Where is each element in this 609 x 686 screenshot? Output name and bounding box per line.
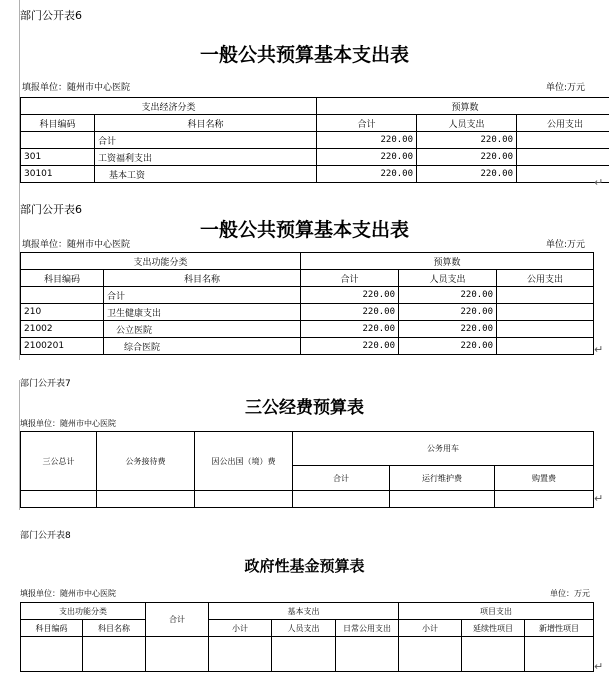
cell-empty bbox=[97, 491, 195, 508]
section2-unit-org: 填报单位：随州市中心医院 bbox=[22, 240, 131, 250]
cell-empty bbox=[146, 637, 209, 672]
section4-unit-money: 单位：万元 bbox=[550, 589, 590, 598]
row-total: 220.00 bbox=[317, 166, 417, 183]
table-row bbox=[21, 304, 594, 321]
row-personnel: 220.00 bbox=[417, 132, 517, 149]
header-car-group: 公务用车 bbox=[293, 432, 594, 466]
row-name: 综合医院 bbox=[104, 338, 301, 355]
header-project-group: 项目支出 bbox=[399, 603, 594, 620]
header-proj-cont: 延续性项目 bbox=[462, 620, 525, 637]
row-code: 21002 bbox=[21, 321, 104, 338]
table-row bbox=[21, 321, 594, 338]
cell-empty bbox=[21, 637, 83, 672]
row-name: 合计 bbox=[104, 287, 301, 304]
table-row bbox=[21, 166, 609, 183]
header-personnel: 人员支出 bbox=[417, 115, 517, 132]
table-row bbox=[21, 149, 609, 166]
header-code: 科目编码 bbox=[21, 620, 83, 637]
header-name: 科目名称 bbox=[104, 270, 301, 287]
cell-empty bbox=[390, 491, 495, 508]
cell-empty bbox=[195, 491, 293, 508]
header-group-right: 预算数 bbox=[317, 98, 609, 115]
header-group-left: 支出经济分类 bbox=[21, 98, 317, 115]
header-basic-personnel: 人员支出 bbox=[272, 620, 336, 637]
row-name: 公立医院 bbox=[104, 321, 301, 338]
header-basic-sub: 小计 bbox=[209, 620, 272, 637]
row-name: 工资福利支出 bbox=[95, 149, 317, 166]
header-total: 合计 bbox=[317, 115, 417, 132]
row-total: 220.00 bbox=[301, 321, 399, 338]
cell-empty bbox=[399, 637, 462, 672]
cell-empty bbox=[83, 637, 146, 672]
row-total: 220.00 bbox=[301, 287, 399, 304]
row-total: 220.00 bbox=[317, 149, 417, 166]
return-mark-icon: ↵ bbox=[594, 343, 604, 356]
cell-empty bbox=[293, 491, 390, 508]
header-abroad: 因公出国（境）费 bbox=[195, 432, 293, 491]
cell-empty bbox=[209, 637, 272, 672]
header-reception: 公务接待费 bbox=[97, 432, 195, 491]
cell-empty bbox=[272, 637, 336, 672]
header-total: 合计 bbox=[301, 270, 399, 287]
section4-unit-org: 填报单位：随州市中心医院 bbox=[20, 589, 116, 598]
section4-title: 政府性基金预算表 bbox=[244, 557, 365, 575]
row-total: 220.00 bbox=[317, 132, 417, 149]
section2-unit-money: 单位:万元 bbox=[546, 240, 586, 250]
row-personnel: 220.00 bbox=[399, 321, 497, 338]
row-personnel: 220.00 bbox=[399, 338, 497, 355]
return-mark-icon: ↵ bbox=[594, 176, 604, 189]
cell-empty bbox=[495, 491, 594, 508]
section4-tag: 部门公开表8 bbox=[20, 531, 71, 541]
section2-table bbox=[20, 252, 594, 355]
section2-tag: 部门公开表6 bbox=[20, 203, 82, 216]
cell-empty bbox=[336, 637, 399, 672]
row-code bbox=[21, 132, 95, 149]
row-code: 210 bbox=[21, 304, 104, 321]
header-proj-sub: 小计 bbox=[399, 620, 462, 637]
table-row bbox=[21, 338, 594, 355]
header-basic-daily: 日常公用支出 bbox=[336, 620, 399, 637]
section3-table bbox=[20, 431, 594, 508]
header-proj-new: 新增性项目 bbox=[525, 620, 594, 637]
header-public: 公用支出 bbox=[517, 115, 609, 132]
row-public bbox=[497, 321, 594, 338]
header-group-left: 支出功能分类 bbox=[21, 253, 301, 270]
cell-empty bbox=[462, 637, 525, 672]
section3-title: 三公经费预算表 bbox=[245, 398, 364, 418]
section1-unit-money: 单位:万元 bbox=[546, 83, 586, 93]
row-public bbox=[517, 149, 609, 166]
header-total: 合计 bbox=[146, 603, 209, 637]
row-name: 卫生健康支出 bbox=[104, 304, 301, 321]
row-public bbox=[497, 304, 594, 321]
row-name: 基本工资 bbox=[95, 166, 317, 183]
row-personnel: 220.00 bbox=[399, 304, 497, 321]
header-public: 公用支出 bbox=[497, 270, 594, 287]
section4-table bbox=[20, 602, 594, 672]
row-public bbox=[517, 132, 609, 149]
header-name: 科目名称 bbox=[95, 115, 317, 132]
row-code bbox=[21, 287, 104, 304]
table-row bbox=[21, 637, 594, 672]
section3-unit-org: 填报单位：随州市中心医院 bbox=[20, 419, 116, 428]
cell-empty bbox=[21, 491, 97, 508]
row-public bbox=[497, 338, 594, 355]
header-name: 科目名称 bbox=[83, 620, 146, 637]
row-code: 30101 bbox=[21, 166, 95, 183]
header-func-group: 支出功能分类 bbox=[21, 603, 146, 620]
section1-tag: 部门公开表6 bbox=[20, 9, 82, 22]
header-group-right: 预算数 bbox=[301, 253, 594, 270]
table-row bbox=[21, 491, 594, 508]
row-public bbox=[497, 287, 594, 304]
row-name: 合计 bbox=[95, 132, 317, 149]
header-car-buy: 购置费 bbox=[495, 466, 594, 491]
table-row bbox=[21, 132, 609, 149]
row-personnel: 220.00 bbox=[417, 166, 517, 183]
return-mark-icon: ↵ bbox=[594, 660, 604, 673]
cell-empty bbox=[525, 637, 594, 672]
row-personnel: 220.00 bbox=[399, 287, 497, 304]
row-total: 220.00 bbox=[301, 338, 399, 355]
table-row bbox=[21, 287, 594, 304]
header-basic-group: 基本支出 bbox=[209, 603, 399, 620]
section1-unit-org: 填报单位：随州市中心医院 bbox=[22, 83, 131, 93]
row-code: 2100201 bbox=[21, 338, 104, 355]
row-personnel: 220.00 bbox=[417, 149, 517, 166]
section3-tag: 部门公开表7 bbox=[20, 379, 71, 389]
header-car-total: 合计 bbox=[293, 466, 390, 491]
header-total: 三公总计 bbox=[21, 432, 97, 491]
section1-title: 一般公共预算基本支出表 bbox=[199, 44, 409, 66]
header-personnel: 人员支出 bbox=[399, 270, 497, 287]
row-code: 301 bbox=[21, 149, 95, 166]
return-mark-icon: ↵ bbox=[594, 492, 604, 505]
row-total: 220.00 bbox=[301, 304, 399, 321]
header-car-ops: 运行维护费 bbox=[390, 466, 495, 491]
section1-table bbox=[20, 97, 609, 183]
header-code: 科目编码 bbox=[21, 270, 104, 287]
header-code: 科目编码 bbox=[21, 115, 95, 132]
section2-title: 一般公共预算基本支出表 bbox=[199, 219, 409, 241]
